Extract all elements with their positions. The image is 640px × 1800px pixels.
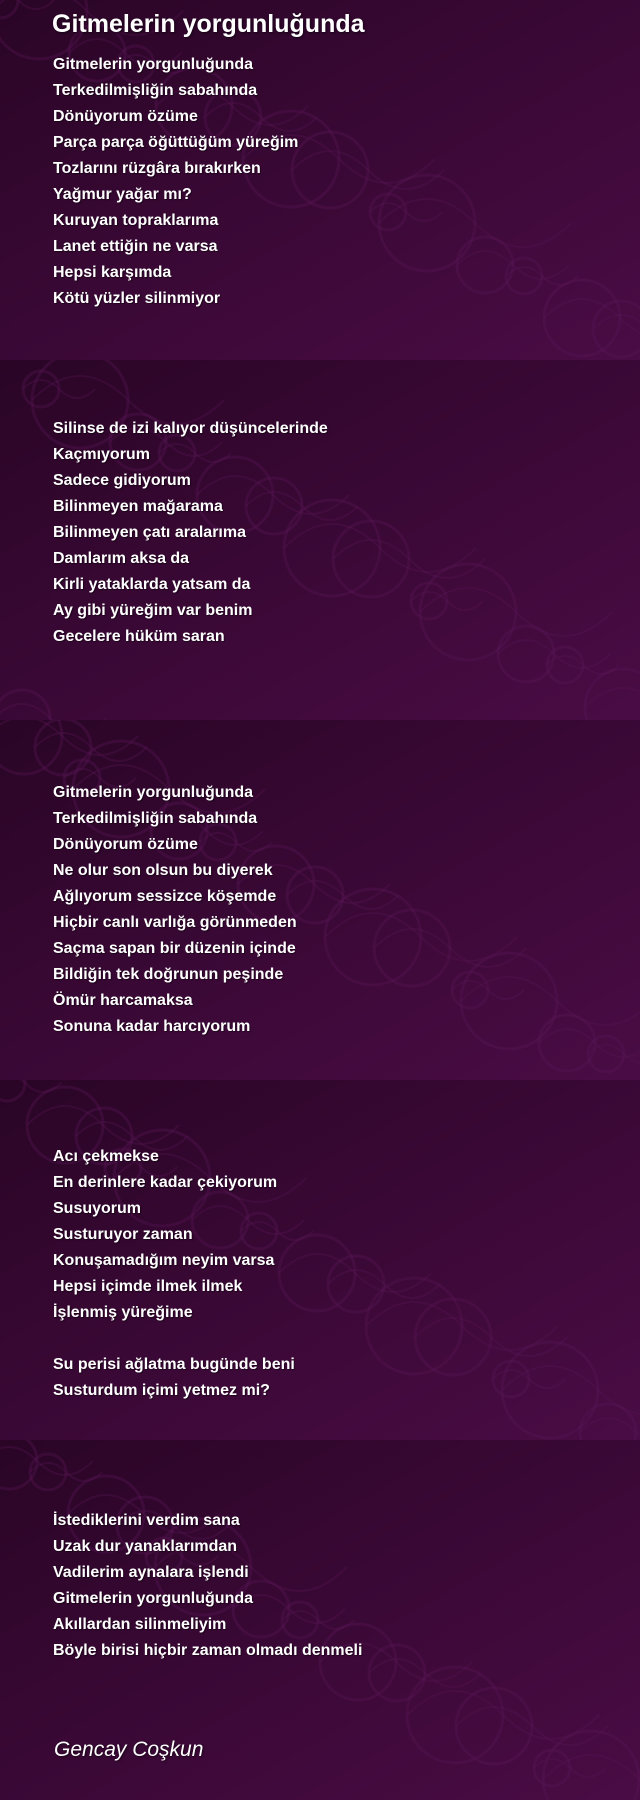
poem-line: Acı çekmekse (53, 1148, 159, 1165)
poem-line: Damlarım aksa da (53, 550, 190, 567)
poem-line: Hepsi içimde ilmek ilmek (53, 1278, 243, 1295)
poem-line: Ne olur son olsun bu diyerek (53, 862, 273, 879)
poem-line: Ömür harcamaksa (53, 992, 193, 1009)
poem-line: Gitmelerin yorgunluğunda (53, 56, 254, 73)
stanza-4 (53, 1144, 613, 1404)
poem-line: Dönüyorum özüme (53, 108, 198, 125)
poem-line: İşlenmiş yüreğime (53, 1304, 193, 1321)
poem-line: Kaçmıyorum (53, 446, 150, 463)
poem-line: Kirli yataklarda yatsam da (53, 576, 251, 593)
poem-line: Bilinmeyen çatı aralarıma (53, 524, 246, 541)
poem-line: Konuşamadığım neyim varsa (53, 1252, 275, 1269)
poem-title: Gitmelerin yorgunluğunda (52, 10, 365, 38)
poem-line: Susturdum içimi yetmez mi? (53, 1382, 270, 1399)
poem-line: Ağlıyorum sessizce köşemde (53, 888, 277, 905)
poem-line: Silinse de izi kalıyor düşüncelerinde (53, 420, 328, 437)
stanza-2 (53, 416, 613, 650)
poem-line: Akıllardan silinmeliyim (53, 1616, 227, 1633)
poem-line: Gecelere hüküm saran (53, 628, 225, 645)
poem-line: Uzak dur yanaklarımdan (53, 1538, 238, 1555)
poem-line: Su perisi ağlatma bugünde beni (53, 1356, 295, 1373)
poem-line: Saçma sapan bir düzenin içinde (53, 940, 296, 957)
poem-line: İstediklerini verdim sana (53, 1512, 240, 1529)
poem-line: Sonuna kadar harcıyorum (53, 1018, 251, 1035)
poem-line: En derinlere kadar çekiyorum (53, 1174, 278, 1191)
poem-line: Parça parça öğüttüğüm yüreğim (53, 134, 299, 151)
poem-line: Böyle birisi hiçbir zaman olmadı denmeli (53, 1642, 363, 1659)
poem-line: Gitmelerin yorgunluğunda (53, 1590, 254, 1607)
poem-line: Hiçbir canlı varlığa görünmeden (53, 914, 297, 931)
poem-line: Terkedilmişliğin sabahında (53, 82, 258, 99)
poem-line: Kuruyan topraklarıma (53, 212, 219, 229)
poem-line: Dönüyorum özüme (53, 836, 198, 853)
poem-line: Kötü yüzler silinmiyor (53, 290, 221, 307)
poem-line: Ay gibi yüreğim var benim (53, 602, 253, 619)
poem-line: Tozlarını rüzgâra bırakırken (53, 160, 261, 177)
author-name: Gencay Coşkun (54, 1738, 204, 1761)
poem-line: Bilinmeyen mağarama (53, 498, 223, 515)
stanza-1 (53, 52, 613, 312)
poem-line: Susturuyor zaman (53, 1226, 193, 1243)
poem-body (53, 52, 613, 1664)
poem-line: Sadece gidiyorum (53, 472, 191, 489)
poem-line: Lanet ettiğin ne varsa (53, 238, 218, 255)
poem-line (53, 1326, 613, 1352)
poem-line: Terkedilmişliğin sabahında (53, 810, 258, 827)
poem-line: Gitmelerin yorgunluğunda (53, 784, 254, 801)
poem-line: Yağmur yağar mı? (53, 186, 192, 203)
stanza-5 (53, 1508, 613, 1664)
stanza-3 (53, 780, 613, 1040)
poem-line: Hepsi karşımda (53, 264, 172, 281)
poem-line: Susuyorum (53, 1200, 142, 1217)
poem-line: Bildiğin tek doğrunun peşinde (53, 966, 284, 983)
poem-line: Vadilerim aynalara işlendi (53, 1564, 249, 1581)
